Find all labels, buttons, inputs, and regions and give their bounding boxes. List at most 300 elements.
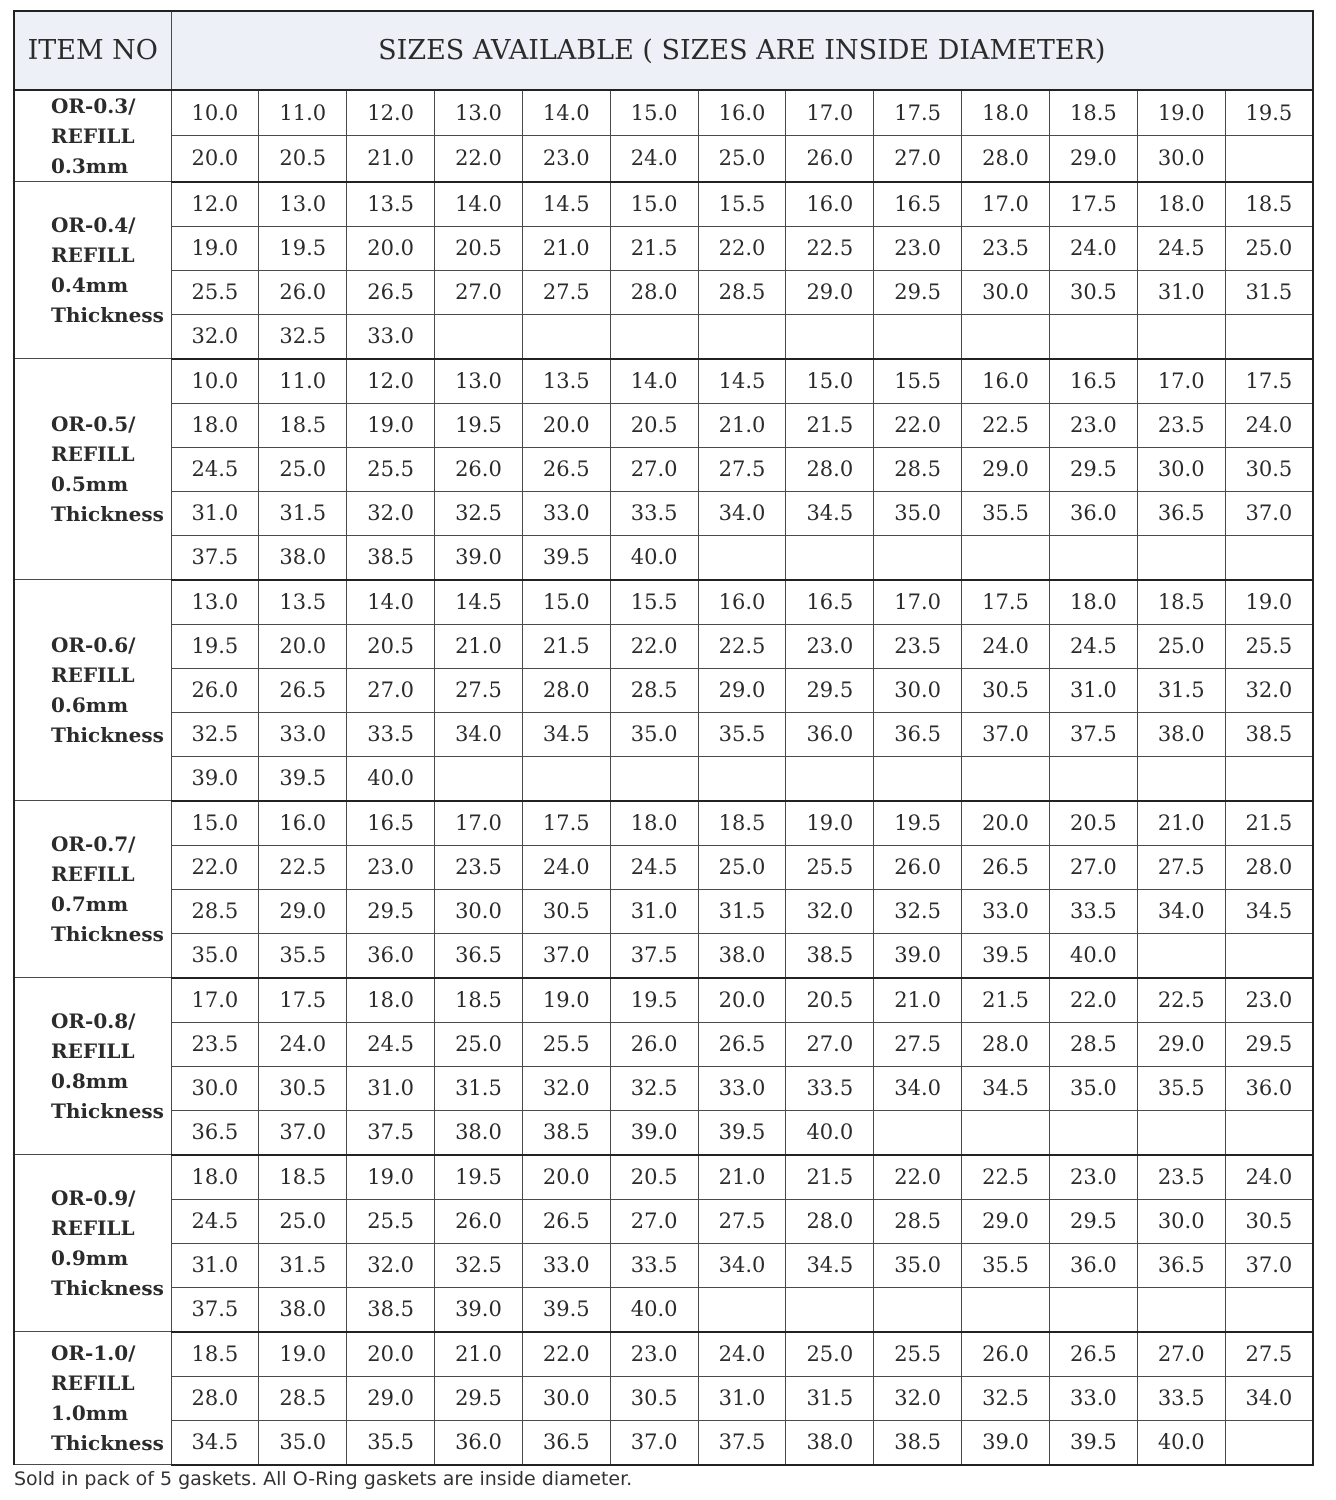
size-cell: 31.0 [171,491,259,535]
size-cell: 38.5 [522,1110,610,1155]
size-cell: 19.0 [522,978,610,1023]
size-cell: 39.0 [435,1287,523,1332]
size-cell: 22.0 [171,845,259,889]
size-cell: 29.5 [1049,447,1137,491]
size-cell [786,756,874,801]
size-cell: 38.5 [786,933,874,978]
size-cell: 26.0 [874,845,962,889]
size-cell: 24.0 [1049,226,1137,270]
size-cell: 29.0 [1137,1022,1225,1066]
size-cell: 36.5 [874,712,962,756]
size-cell: 25.5 [874,1332,962,1377]
size-cell [1225,314,1313,359]
size-cell: 27.0 [610,447,698,491]
size-cell: 13.0 [435,359,523,404]
size-cell: 24.5 [610,845,698,889]
size-cell: 39.0 [610,1110,698,1155]
size-cell: 28.0 [610,270,698,314]
size-cell: 20.0 [522,403,610,447]
size-cell: 34.5 [522,712,610,756]
size-cell: 31.5 [1225,270,1313,314]
item-no-line: Thickness [51,1099,164,1123]
size-cell [522,314,610,359]
item-no-line: OR-0.5/ [51,412,136,436]
size-cell: 33.5 [1049,889,1137,933]
size-cell: 16.5 [786,580,874,625]
size-cell: 25.0 [259,1199,347,1243]
size-cell [1137,1110,1225,1155]
size-cell: 17.5 [522,801,610,846]
size-cell: 37.5 [610,933,698,978]
size-cell: 37.0 [259,1110,347,1155]
size-cell: 27.5 [698,447,786,491]
table-row [14,1420,1313,1465]
size-cell: 13.0 [259,182,347,227]
size-cell: 25.0 [1225,226,1313,270]
size-cell: 26.5 [698,1022,786,1066]
size-cell: 28.5 [610,668,698,712]
size-chart-table [13,10,1314,1466]
size-cell: 17.5 [259,978,347,1023]
size-cell: 21.0 [1137,801,1225,846]
size-cell: 16.5 [347,801,435,846]
size-cell: 27.0 [786,1022,874,1066]
size-cell: 36.0 [786,712,874,756]
size-cell: 35.5 [347,1420,435,1465]
size-cell: 20.5 [435,226,523,270]
size-cell: 36.0 [435,1420,523,1465]
size-cell: 29.5 [1049,1199,1137,1243]
size-cell: 33.5 [610,1243,698,1287]
size-cell: 30.0 [1137,136,1225,182]
size-cell: 38.0 [435,1110,523,1155]
size-cell: 18.0 [610,801,698,846]
size-cell: 17.0 [874,580,962,625]
size-cell: 24.0 [1225,403,1313,447]
sizes-available-header: SIZES AVAILABLE ( SIZES ARE INSIDE DIAMETER) [171,11,1313,90]
size-cell [786,1287,874,1332]
size-cell: 19.0 [1225,580,1313,625]
item-no-line: Thickness [51,723,164,747]
table-row [14,1287,1313,1332]
size-cell: 21.5 [1225,801,1313,846]
size-cell: 38.5 [347,535,435,580]
size-cell: 18.0 [1049,580,1137,625]
size-cell: 16.5 [1049,359,1137,404]
size-cell: 33.0 [522,491,610,535]
size-cell: 20.0 [347,1332,435,1377]
size-cell: 24.0 [962,624,1050,668]
size-cell: 24.5 [1137,226,1225,270]
size-cell: 17.0 [786,90,874,136]
size-cell: 32.5 [259,314,347,359]
table-row [14,226,1313,270]
size-cell: 20.0 [259,624,347,668]
size-cell [1049,314,1137,359]
size-cell: 23.5 [874,624,962,668]
item-no-line: OR-0.7/ [51,832,136,856]
size-cell: 32.0 [522,1066,610,1110]
size-cell: 33.0 [522,1243,610,1287]
size-cell: 14.5 [698,359,786,404]
size-cell: 25.5 [786,845,874,889]
size-cell: 23.0 [786,624,874,668]
table-row [14,270,1313,314]
size-cell: 38.0 [259,1287,347,1332]
item-no-line: REFILL [51,663,135,687]
size-cell: 25.5 [522,1022,610,1066]
size-cell: 17.0 [962,182,1050,227]
size-cell: 19.5 [435,1155,523,1200]
item-no-line: Thickness [51,1431,164,1455]
size-cell [1225,1287,1313,1332]
size-cell: 21.5 [610,226,698,270]
size-cell: 37.0 [1225,491,1313,535]
item-no-line: OR-0.9/ [51,1186,136,1210]
table-row [14,933,1313,978]
size-cell: 16.0 [698,90,786,136]
size-cell: 32.5 [435,491,523,535]
size-cell: 27.5 [435,668,523,712]
size-cell: 39.5 [698,1110,786,1155]
table-row [14,1199,1313,1243]
size-cell: 32.0 [874,1376,962,1420]
item-no-line: OR-0.6/ [51,633,136,657]
size-cell: 29.0 [786,270,874,314]
size-cell: 36.5 [1137,491,1225,535]
size-cell [1225,1420,1313,1465]
size-cell: 17.5 [874,90,962,136]
table-row [14,845,1313,889]
table-row [14,1243,1313,1287]
size-cell: 24.0 [522,845,610,889]
size-cell: 33.0 [962,889,1050,933]
size-cell: 35.5 [259,933,347,978]
size-cell: 39.0 [874,933,962,978]
table-row [14,136,1313,182]
size-cell: 25.0 [786,1332,874,1377]
size-cell: 30.5 [522,889,610,933]
size-cell: 27.0 [874,136,962,182]
size-cell: 11.0 [259,359,347,404]
item-no-line: REFILL [51,1039,135,1063]
size-cell [698,314,786,359]
size-cell: 30.5 [610,1376,698,1420]
size-cell: 36.5 [435,933,523,978]
item-no-cell [14,801,171,978]
size-cell: 22.5 [786,226,874,270]
item-no-cell [14,1155,171,1332]
size-cell: 28.0 [171,1376,259,1420]
size-cell: 18.5 [259,1155,347,1200]
size-cell: 13.5 [259,580,347,625]
size-cell: 22.0 [522,1332,610,1377]
size-cell: 12.0 [347,359,435,404]
size-cell: 11.0 [259,90,347,136]
table-row [14,889,1313,933]
size-cell: 30.0 [522,1376,610,1420]
table-row [14,359,1313,404]
item-no-header: ITEM NO [14,11,171,90]
size-cell: 21.0 [347,136,435,182]
size-cell: 36.0 [347,933,435,978]
size-cell: 23.5 [171,1022,259,1066]
size-cell: 35.5 [1137,1066,1225,1110]
table-row [14,580,1313,625]
size-cell: 33.5 [786,1066,874,1110]
size-cell: 20.5 [610,403,698,447]
size-cell: 33.5 [1137,1376,1225,1420]
size-cell: 21.0 [435,624,523,668]
size-cell: 31.5 [435,1066,523,1110]
size-cell: 38.0 [1137,712,1225,756]
size-cell: 25.0 [259,447,347,491]
size-cell: 29.0 [962,1199,1050,1243]
size-cell [962,1110,1050,1155]
size-cell [1137,535,1225,580]
size-cell: 37.5 [171,535,259,580]
size-cell [1225,756,1313,801]
size-cell: 29.5 [1225,1022,1313,1066]
size-cell: 31.0 [1137,270,1225,314]
size-cell: 36.0 [1049,1243,1137,1287]
size-cell: 38.5 [874,1420,962,1465]
footer-note: Sold in pack of 5 gaskets. All O-Ring gaskets are inside diameter. [14,1468,633,1490]
size-cell: 29.0 [347,1376,435,1420]
size-cell: 10.0 [171,90,259,136]
size-cell: 15.5 [874,359,962,404]
size-cell: 33.5 [347,712,435,756]
size-cell: 21.0 [435,1332,523,1377]
size-cell: 27.5 [874,1022,962,1066]
size-cell: 30.0 [962,270,1050,314]
size-cell: 18.5 [1137,580,1225,625]
size-cell: 31.5 [259,491,347,535]
size-cell: 25.0 [698,136,786,182]
size-cell: 15.0 [610,90,698,136]
size-cell: 13.5 [347,182,435,227]
size-cell: 22.5 [1137,978,1225,1023]
size-cell [698,756,786,801]
size-cell: 14.5 [435,580,523,625]
size-cell: 40.0 [347,756,435,801]
size-cell [962,756,1050,801]
size-cell: 24.0 [259,1022,347,1066]
item-no-line: 0.3mm [51,154,129,178]
size-cell: 23.5 [962,226,1050,270]
size-cell: 31.0 [698,1376,786,1420]
size-cell: 31.5 [259,1243,347,1287]
item-no-line: OR-0.8/ [51,1009,136,1033]
size-cell: 23.5 [435,845,523,889]
item-no-line: 0.5mm [51,472,129,496]
size-cell: 35.0 [874,1243,962,1287]
size-cell [1137,314,1225,359]
size-cell: 20.5 [610,1155,698,1200]
size-cell [435,314,523,359]
size-cell: 18.0 [962,90,1050,136]
size-cell: 28.0 [522,668,610,712]
size-cell [610,756,698,801]
item-no-line: 1.0mm [51,1401,129,1425]
size-cell [962,1287,1050,1332]
size-cell: 17.0 [171,978,259,1023]
size-cell: 32.0 [786,889,874,933]
size-cell: 39.0 [171,756,259,801]
item-no-line: Thickness [51,303,164,327]
size-cell: 20.0 [962,801,1050,846]
table-row [14,447,1313,491]
size-cell: 37.5 [698,1420,786,1465]
size-cell: 24.0 [1225,1155,1313,1200]
size-cell: 34.0 [1225,1376,1313,1420]
size-cell: 26.0 [786,136,874,182]
size-cell: 26.0 [259,270,347,314]
table-row [14,491,1313,535]
size-cell: 16.0 [259,801,347,846]
item-no-line: REFILL [51,243,135,267]
item-no-line: OR-0.3/ [51,94,136,118]
size-cell: 36.5 [171,1110,259,1155]
size-cell: 16.5 [874,182,962,227]
size-cell: 19.0 [347,403,435,447]
size-cell: 34.0 [435,712,523,756]
size-cell: 22.5 [962,1155,1050,1200]
size-cell: 15.5 [698,182,786,227]
size-cell: 27.0 [435,270,523,314]
size-cell: 21.0 [698,1155,786,1200]
size-cell: 25.0 [1137,624,1225,668]
size-cell: 31.0 [347,1066,435,1110]
size-cell: 40.0 [610,1287,698,1332]
size-cell [1049,756,1137,801]
size-cell: 28.0 [786,447,874,491]
size-cell: 18.0 [171,1155,259,1200]
size-cell: 25.5 [171,270,259,314]
size-cell: 22.0 [874,1155,962,1200]
item-no-line: Thickness [51,922,164,946]
size-cell: 12.0 [347,90,435,136]
item-no-line: Thickness [51,502,164,526]
size-cell: 14.5 [522,182,610,227]
table-row [14,624,1313,668]
size-cell: 22.0 [698,226,786,270]
size-cell: 37.0 [522,933,610,978]
size-cell: 35.0 [610,712,698,756]
size-cell: 10.0 [171,359,259,404]
size-cell: 31.5 [1137,668,1225,712]
size-cell: 16.0 [786,182,874,227]
size-cell [1225,136,1313,182]
size-cell: 39.5 [522,535,610,580]
size-cell: 26.5 [522,447,610,491]
size-cell [1137,1287,1225,1332]
size-cell: 29.5 [435,1376,523,1420]
size-cell: 28.0 [962,1022,1050,1066]
size-cell: 40.0 [786,1110,874,1155]
table-row [14,1022,1313,1066]
size-cell: 37.0 [610,1420,698,1465]
size-cell: 30.0 [874,668,962,712]
size-cell: 18.0 [347,978,435,1023]
size-cell [874,535,962,580]
size-cell [435,756,523,801]
size-cell: 36.5 [522,1420,610,1465]
size-cell [698,1287,786,1332]
size-cell: 29.0 [259,889,347,933]
size-cell: 34.0 [698,491,786,535]
table-header-row [14,11,1313,90]
size-cell: 22.5 [698,624,786,668]
size-cell: 26.0 [962,1332,1050,1377]
table-row [14,314,1313,359]
size-cell: 23.5 [1137,403,1225,447]
size-cell: 27.5 [1137,845,1225,889]
size-chart-body [14,90,1313,1465]
size-cell: 34.0 [1137,889,1225,933]
size-cell: 40.0 [1137,1420,1225,1465]
item-no-line: OR-1.0/ [51,1341,136,1365]
size-cell: 21.5 [786,1155,874,1200]
size-cell [874,1287,962,1332]
size-cell: 29.0 [962,447,1050,491]
size-cell: 23.0 [347,845,435,889]
item-no-line: REFILL [51,124,135,148]
size-cell: 16.0 [698,580,786,625]
size-cell: 39.5 [962,933,1050,978]
size-cell: 19.5 [1225,90,1313,136]
size-cell: 19.5 [259,226,347,270]
size-cell [1049,535,1137,580]
size-cell [962,314,1050,359]
size-cell: 30.0 [171,1066,259,1110]
size-cell: 35.0 [171,933,259,978]
table-row [14,403,1313,447]
table-row [14,801,1313,846]
size-cell: 39.0 [435,535,523,580]
item-no-line: REFILL [51,862,135,886]
size-cell: 31.0 [1049,668,1137,712]
size-cell: 35.0 [1049,1066,1137,1110]
size-cell: 18.5 [171,1332,259,1377]
size-cell: 29.0 [698,668,786,712]
size-cell: 20.0 [347,226,435,270]
size-cell: 27.0 [1137,1332,1225,1377]
size-cell: 37.5 [1049,712,1137,756]
size-cell: 34.5 [171,1420,259,1465]
size-cell: 32.5 [435,1243,523,1287]
table-row [14,1332,1313,1377]
size-cell: 14.0 [522,90,610,136]
size-cell: 32.5 [171,712,259,756]
size-cell: 19.5 [874,801,962,846]
size-cell: 15.5 [610,580,698,625]
size-cell: 19.0 [171,226,259,270]
item-no-line: 0.8mm [51,1069,129,1093]
item-no-cell [14,182,171,359]
table-row [14,535,1313,580]
size-cell: 34.5 [786,1243,874,1287]
size-cell: 32.5 [962,1376,1050,1420]
size-cell: 20.5 [1049,801,1137,846]
table-row [14,978,1313,1023]
size-cell: 40.0 [1049,933,1137,978]
size-cell: 27.5 [522,270,610,314]
size-cell: 26.0 [171,668,259,712]
size-cell: 24.0 [610,136,698,182]
item-no-line: Thickness [51,1276,164,1300]
size-cell: 13.0 [435,90,523,136]
